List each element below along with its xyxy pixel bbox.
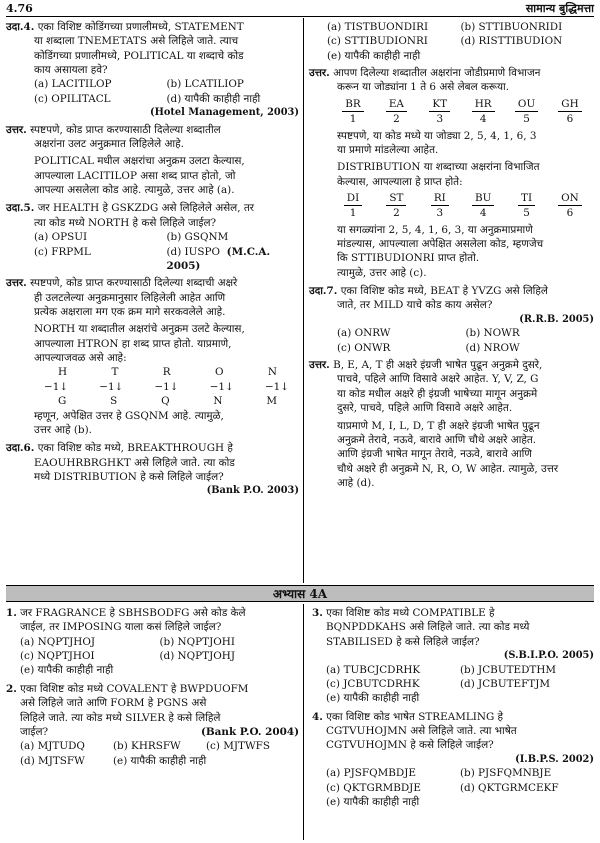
answer-line: म्हणून, अपेक्षित उत्तर हे GSQNM आहे. त्यामुळे, [34,409,224,422]
pair: RI 3 [424,191,456,221]
answer-line: POLITICAL मधील अक्षरांचा अनुक्रम उलटा केल्यास, [34,155,245,168]
pair-labels-2 [309,191,594,221]
option: (b) STTIBUONRIDI [460,21,563,33]
option: (a) ONRW [337,327,391,340]
options [312,766,594,795]
option: (b) JCBUTEDTHM [460,663,557,676]
question-line: उदा.7. एका विशिष्ट कोड मध्ये, BEAT हे YVZG असे लिहिले [309,285,548,298]
exercise-question-2 [6,682,299,768]
option: (d) MJTSFW [20,754,85,767]
options [6,230,299,273]
question-line: STABILISED हे कसे लिहिले जाईल? [326,635,480,648]
question-line: CGTVUHOJMN हे कसे लिहिले जाईल? [326,739,494,752]
question-line: त्या कोड मध्ये NORTH हे कसे लिहिले जाईल? [34,216,217,229]
exercise-heading: अभ्यास 4A [6,585,594,602]
exercise-question-1 [6,606,299,678]
option: (b) GSQNM [166,231,229,244]
options [312,663,594,692]
answer-line: अक्षरांना उलट अनुक्रमात लिहिलेले आहे. [34,138,184,151]
question-line: जाईल? (Bank P.O. 2004) [20,725,299,738]
answer-line: उत्तर आहे (b). [34,423,92,436]
answer-line: याप्रमाणे M, I, L, D, T ही अक्षरे इंग्रजी भाषेत पुढून [337,419,540,432]
options [6,754,299,768]
exercise-right-column [312,606,594,813]
answer-line: उत्तर. B, E, A, T ही अक्षरे इंग्रजी भाषेत पुढून अनुक्रमे दुसरे, [309,359,543,372]
option: (e) यापैकी काहीही नाही [326,795,420,808]
code-row-top: H T R O N [58,366,277,379]
answer-line: NORTH या शब्दातील अक्षरांचे अनुक्रम उलटे केल्यास, [34,323,245,336]
example-7 [309,284,594,490]
options [309,326,594,355]
answer-line: DISTRIBUTION या शब्दाच्या अक्षरांना विभाजित [337,161,540,174]
question-line: मध्ये DISTRIBUTION हे कसे लिहिले जाईल? [34,470,224,483]
option: (a) MJTUDQ [20,740,85,753]
option: (d) NROW [465,341,520,354]
option: (d) NQPTJOHJ [159,650,236,663]
exercise-left-column [6,606,299,772]
option: (c) MJTWFS [206,740,270,753]
answer-line: या प्रमाणे मांडलेल्या आहेत. [337,143,439,156]
source: (I.B.P.S. 2002) [515,753,594,765]
option: (e) यापैकी काहीही नाही [20,664,114,677]
exercise-question-3 [312,606,594,706]
answer-line: या सगळ्यांना 2, 5, 4, 1, 6, 3, या अनुक्रमाप्रमाणे [337,223,533,236]
source: (Hotel Management, 2003) [149,107,299,119]
option: (a) LACITILOP [34,78,112,91]
pair-labels-1 [309,97,594,127]
answer-line: आहे (d). [337,476,375,489]
code-row-bottom: G S Q N M [58,395,277,408]
option: (a) OPSUI [34,231,88,244]
page-header [6,0,594,17]
answer-line: उत्तर. आपण दिलेल्या शब्दातील अक्षरांना जोडीप्रमाणे विभाजन [309,67,541,80]
answer-line: आपल्याला HTRON हा शब्द प्राप्त होतो. याप्रमाणे, [34,337,232,350]
pair: ST 2 [380,191,412,221]
answer-line: दुसरे, पाचवे, पहिले आणि विसावे अक्षरे आहेत. [337,402,513,415]
example-5 [6,201,299,437]
option: (b) NOWR [465,327,520,340]
exercise-question-4 [312,710,594,810]
left-column [6,20,299,502]
option: (d) QKTGRMCEKF [460,781,559,794]
option: (b) NQPTJOHI [159,635,235,648]
option: (c) JCBUTCDRHK [326,677,420,690]
option: (b) PJSFQMNBJE [460,767,552,780]
option: (d) JCBUTEFTJM [460,677,551,690]
question-line: 1. जर FRAGRANCE हे SBHSBODFG असे कोड केले [6,607,246,619]
option: (e) यापैकी काहीही नाही [326,692,420,705]
question-line: CGTVUHOJMN असे लिहिले जाते. त्या भाषेत [326,725,517,738]
answer-line: करून या जोड्यांना 1 ते 6 असे लेबल करूया. [337,81,510,94]
question-line: लिहिले जाते. त्या कोड मध्ये SILVER हे कसे लिहिले [20,711,221,724]
option: (c) FRPML [34,245,91,258]
source: (Bank P.O. 2003) [206,485,299,497]
option: (e) यापैकी काहीही नाही [113,754,207,767]
pair: EA 2 [380,97,412,127]
option: (d) यापैकी काहीही नाही [166,92,261,105]
page-number: 4.76 [6,2,33,15]
question-line: 4. एका विशिष्ट कोड भाषेत STREAMLING हे [312,710,504,723]
source: (M.C.A. 2005) [166,245,271,272]
pair: OU 5 [511,97,543,127]
question-line: BQNPDDKAHS असे लिहिले जाते. त्या कोड मध्ये [326,621,530,634]
right-column [309,20,594,494]
example-6-options [309,20,594,280]
option: (c) STTIBUDIONRI [327,35,428,48]
pair: DI 1 [337,191,369,221]
option: (c) OPILITACL [34,92,111,105]
answer-line: या कोड मधील अक्षरे ही इंग्रजी भाषेच्या मागून अनुक्रमे [337,387,538,400]
answer-line: चौथे अक्षरे ही अनुक्रमे N, R, O, W आहेत. त्यामुळे, उत्तर [337,462,559,475]
answer-line: पाचवे, पहिले आणि विसावे अक्षरे आहेत. Y, V, Z, G [337,373,539,386]
option: (a) TUBCJCDRHK [326,663,421,676]
answer-line: त्यामुळे, उत्तर आहे (c). [337,266,427,279]
question-line: या शब्दाला TNEMETATS असे लिहिले जाते. त्याच [34,35,239,48]
source: (S.B.I.P.O. 2005) [503,650,594,662]
option: (c) QKTGRMBDJE [326,781,421,794]
example-6-question [6,441,299,498]
options [6,635,299,664]
question-line: उदा.6. एका विशिष्ट कोड मध्ये, BREAKTHROUGH हे [6,442,233,455]
options [6,739,299,753]
question-line: असे लिहिले जाते आणि FORM हे PGNS असे [20,697,207,710]
question-line: EAOUHRBRGHKT असे लिहिले जाते. त्या कोड [34,456,235,469]
answer-line: आपल्या असलेला कोड आहे. त्यामुळे, उत्तर आहे (a). [34,184,235,197]
question-line: उदा.5. जर HEALTH हे GSKZDG असे लिहिलेले असेल, तर [6,202,254,215]
option: (c) ONWR [337,341,391,354]
option: (d) RISTTIBUDION [460,35,563,48]
source: (Bank P.O. 2004) [200,725,299,738]
option: (b) KHRSFW [113,740,181,753]
answer-line: अनुक्रमे तेरावे, नऊवे, बारावे आणि चौथे अक्षरे आहेत. [337,433,537,446]
option: (c) NQPTJHOI [20,650,95,663]
option: (e) यापैकी काहीही नाही [327,49,421,62]
question-line: 2. एका विशिष्ट कोड मध्ये COVALENT हे BWPDUOFM [6,682,249,695]
pair: KT 3 [424,97,456,127]
example-4 [6,20,299,197]
question-line: उदा.4. एका विशिष्ट कोडिंगच्या प्रणालीमध्ये, STATEMENT [6,21,244,33]
answer-line: केल्यास, आपल्याला हे प्राप्त होते: [337,175,463,188]
question-line: 3. एका विशिष्ट कोड मध्ये COMPATIBLE हे [312,607,495,619]
question-line: जाईल, तर IMPOSING याला कसं लिहिले जाईल? [20,621,222,634]
answer-line: आणि इंग्रजी भाषेत मागून तेरावे, नऊवे, बारावे आणि [337,448,532,461]
column-divider [303,604,304,840]
question-line: कोडिंगच्या प्रणालीमध्ये, POLITICAL या शब्दाचे कोड [34,49,244,62]
pair: HR 4 [467,97,499,127]
option: (a) NQPTJHOJ [20,635,96,648]
option: (b) LCATILIOP [166,78,244,91]
answer-line: आपल्याला LACITILOP असा शब्द प्राप्त होतो, जो [34,169,236,182]
option: (d) IUSPO (M.C.A. 2005) [166,245,271,272]
options [309,20,594,49]
question-line: जाते, तर MILD याचे कोड काय असेल? [337,299,493,312]
options [6,77,299,106]
answer-line: कि STTIBUDIONRI प्राप्त होतो. [337,252,480,265]
source: (R.R.B. 2005) [519,313,594,325]
pair: BR 1 [337,97,369,127]
answer-line: स्पष्टपणे, या कोड मध्ये या जोड्या 2, 5, 4, 1, 6, 3 [337,129,537,142]
answer-line: उत्तर. स्पष्टपणे, कोड प्राप्त करण्यासाठी दिलेल्या शब्दातील [6,123,221,136]
pair: TI 5 [511,191,543,221]
chapter-title: सामान्य बुद्धिमत्ता [525,2,594,15]
answer-line: प्रत्येक अक्षराला मग एक क्रम मागे सरकवलेले आहे. [34,305,226,318]
pair: BU 4 [467,191,499,221]
option: (a) TISTBUONDIRI [327,21,429,33]
answer-line: उत्तर. स्पष्टपणे, कोड प्राप्त करण्यासाठी दिलेल्या शब्दाची अक्षरे [6,277,238,290]
pair: GH 6 [554,97,586,127]
column-divider [303,18,304,583]
code-row-shift: −1↓ −1↓ −1↓ −1↓ −1↓ [44,380,289,393]
answer-line: मांडल्यास, आपल्याला अपेक्षित असलेला कोड, म्हणजेच [337,238,544,251]
pair: ON 6 [554,191,586,221]
answer-line: आपल्याजवळ असे आहे: [34,352,127,365]
answer-line: ही उलटलेल्या अनुक्रमानुसार लिहिलेली आहेत आणि [34,291,226,304]
question-line: काय असायला हवे? [34,64,108,77]
option: (a) PJSFQMBDJE [326,767,416,780]
